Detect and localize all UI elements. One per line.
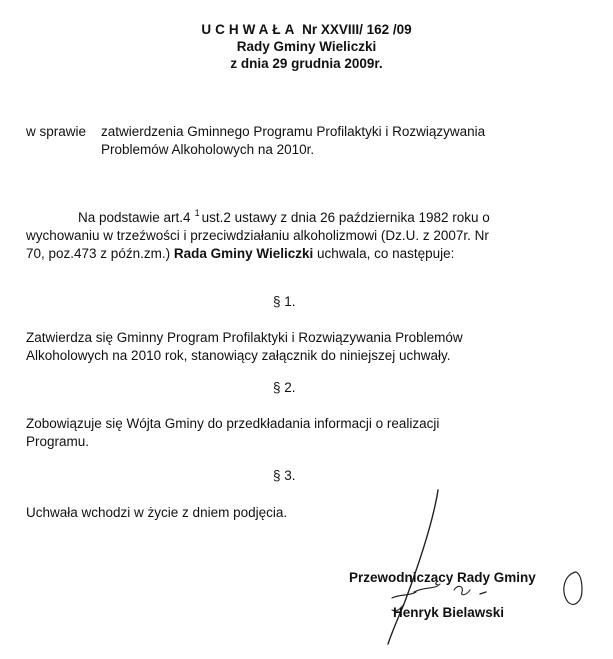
subject-line-2: Problemów Alkoholowych na 2010r. xyxy=(101,142,315,157)
resolution-issuer: Rady Gminy Wieliczki xyxy=(236,39,377,54)
resolution-number: Nr XXVIII/ 162 /09 xyxy=(302,22,412,37)
signatory-name: Henryk Bielawski xyxy=(393,605,505,620)
section-3-mark: § 3. xyxy=(273,468,296,483)
preamble-superscript: 1 xyxy=(194,208,200,218)
preamble-line-2: wychowaniu w trzeźwości i przeciwdziałaniu alkoholizmowi (Dz.U. z 2007r. Nr xyxy=(26,228,489,243)
resolution-title-word: UCHWAŁA xyxy=(201,22,299,37)
section-2-line-2: Programu. xyxy=(26,434,90,449)
preamble-line-1-end: ust.2 ustawy z dnia 26 października 1982 roku o xyxy=(201,210,490,225)
preamble-line-3-start: 70, poz.473 z późn.zm.) xyxy=(26,246,171,261)
signature-block xyxy=(330,486,605,651)
handwritten-signature xyxy=(330,486,605,651)
section-1-line-2: Alkoholowych na 2010 rok, stanowiący załącznik do niniejszej uchwały. xyxy=(26,348,451,363)
subject-lead: w sprawie xyxy=(26,124,87,139)
section-1-mark: § 1. xyxy=(273,294,296,309)
resolution-date: z dnia 29 grudnia 2009r. xyxy=(230,56,383,71)
preamble-line-3 xyxy=(26,246,454,262)
subject-line-1: zatwierdzenia Gminnego Programu Profilaktyki i Rozwiązywania xyxy=(101,124,486,139)
resolution-title xyxy=(0,22,613,38)
section-1-line-1: Zatwierdza się Gminny Program Profilaktyki i Rozwiązywania Problemów xyxy=(26,330,463,345)
section-2-mark: § 2. xyxy=(273,380,296,395)
signatory-role: Przewodniczący Rady Gminy xyxy=(349,570,536,585)
preamble-line-3-end: uchwala, co następuje: xyxy=(317,246,455,261)
section-2-line-1: Zobowiązuje się Wójta Gminy do przedkładania informacji o realizacji xyxy=(26,416,440,431)
preamble-council-name: Rada Gminy Wieliczki xyxy=(173,246,314,261)
preamble-line-1-start: Na podstawie art.4 xyxy=(78,210,191,225)
section-3-line-1: Uchwała wchodzi w życie z dniem podjęcia. xyxy=(26,505,288,520)
preamble-line-1 xyxy=(78,210,490,227)
